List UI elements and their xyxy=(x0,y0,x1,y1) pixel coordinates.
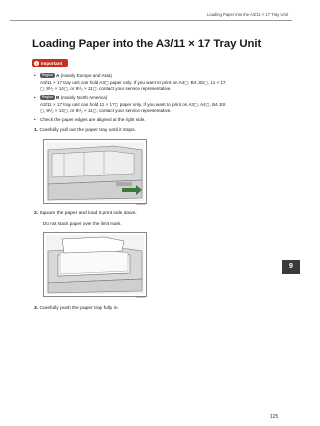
region-badge: Region xyxy=(42,95,53,100)
bullet-text-line: A3/11 × 17 tray unit can hold 11 × 17◻ paper only. If you want to print on A3◻, A4◻, B4 JIS xyxy=(40,101,226,107)
tray-pull-drawing xyxy=(44,140,146,203)
bullet-edges: • Check the paper edges are aligned at the right side. xyxy=(40,117,145,123)
step-text: Carefully push the paper tray fully in. xyxy=(39,306,119,311)
region-text: (mainly North America) xyxy=(60,95,108,100)
step-1 xyxy=(34,128,136,133)
figure-code: CJB190 xyxy=(136,296,146,299)
bullet-text-line: ◻, 8¹/₂ × 14◻, or 8¹/₂ × 11◻, contact your service representative. xyxy=(40,86,172,91)
step-number: 3. xyxy=(34,306,39,311)
header-rule xyxy=(10,20,292,21)
paper-load-illustration xyxy=(43,232,147,297)
chapter-tab: 9 xyxy=(282,260,300,274)
bullet-text-line: A3/11 × 17 tray unit can hold A3◻ paper only. If you want to print on A4◻, B4 JIS◻, 11 × 17 xyxy=(40,79,226,85)
figure-code: CJB139 xyxy=(136,203,146,206)
page-title: Loading Paper into the A3/11 × 17 Tray Unit xyxy=(32,38,262,50)
paper-load-drawing xyxy=(44,233,146,296)
important-icon: ! xyxy=(35,60,38,66)
step-note: Do not stack paper over the limit mark. xyxy=(43,221,122,226)
step-number: 2. xyxy=(34,211,39,216)
important-label: Important xyxy=(41,60,63,66)
region-letter: B xyxy=(56,95,60,100)
step-2 xyxy=(34,211,137,216)
region-letter: A xyxy=(56,73,60,78)
page-number: 125 xyxy=(270,414,279,420)
step-number: 1. xyxy=(34,128,39,133)
step-text: Carefully pull out the paper tray until it stops. xyxy=(39,128,136,133)
step-3 xyxy=(34,306,119,311)
step-text: Square the paper and load it print side down. xyxy=(39,211,137,216)
region-badge: Region xyxy=(42,73,53,78)
important-badge xyxy=(32,59,68,67)
tray-pull-illustration xyxy=(43,139,147,204)
bullet-region-b xyxy=(40,95,107,101)
bullet-text-line: ◻, 8¹/₂ × 14◻, or 8¹/₂ × 11◻, contact your service representative. xyxy=(40,108,172,113)
running-header: Loading Paper into the A3/11 × 17 Tray Unit xyxy=(206,12,288,17)
bullet-region-a xyxy=(40,73,112,79)
region-text: (mainly Europe and Asia) xyxy=(60,73,112,78)
